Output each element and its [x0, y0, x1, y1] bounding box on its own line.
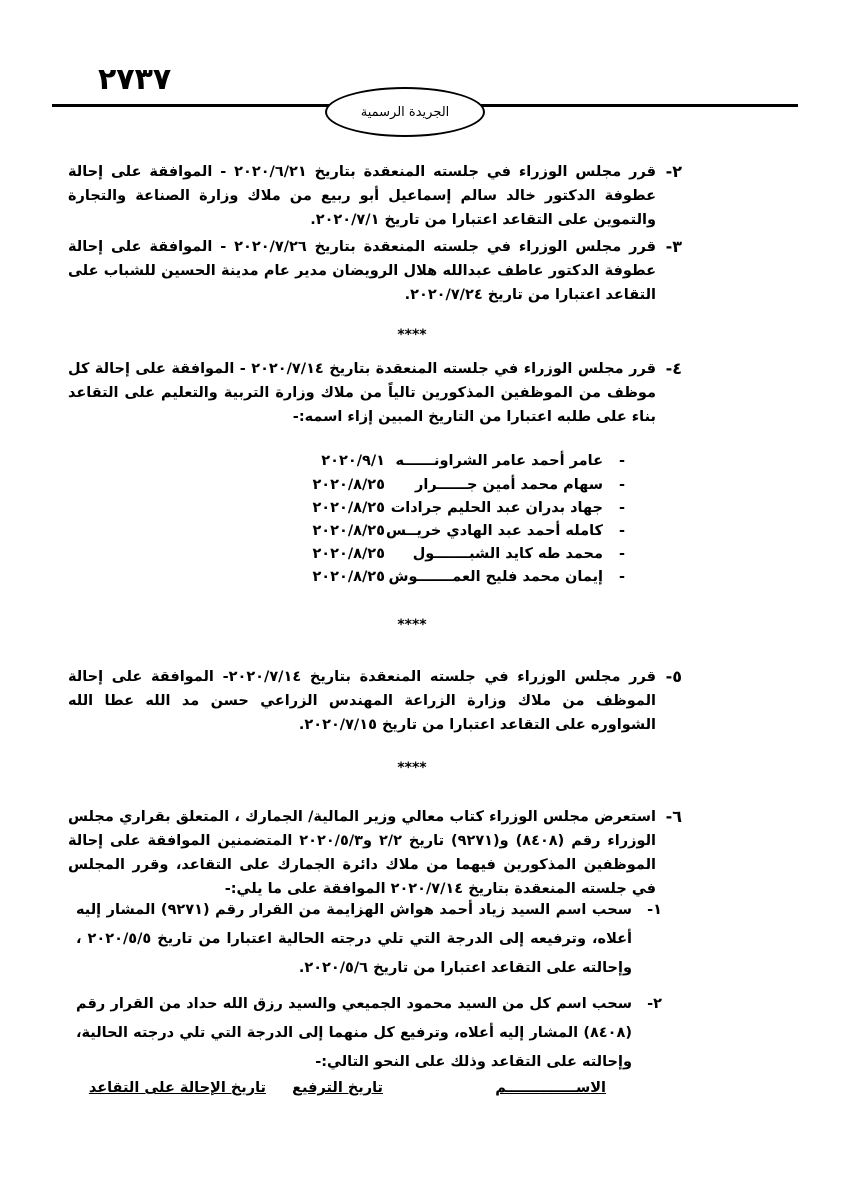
employee-row — [285, 546, 625, 568]
bullet-dash: - — [618, 546, 625, 562]
sub-item-text: سحب اسم كل من السيد محمود الجميعي والسيد رزق الله حداد من القرار رقم (٨٤٠٨) المشار إليه أعلاه، وترفيع كل منهما إلى الدرجة التي تلي درجته الحالية، وإحالته على التقاعد وذلك على النحو التالي:- — [76, 996, 632, 1070]
retirement-date: ٢٠٢٠/٨/٢٥ — [312, 523, 385, 539]
employee-name: عامر أحمد عامر الشراونــــــه — [395, 453, 603, 469]
retirement-date: ٢٠٢٠/٨/٢٥ — [312, 477, 385, 493]
separator-stars: **** — [397, 617, 427, 633]
item-text: قرر مجلس الوزراء في جلسته المنعقدة بتاريخ ٢٠٢٠/٧/١٤ - الموافقة على إحالة كل موظف من الموظفين المذكورين تالياً من ملاك وزارة التربية والتعليم على التقاعد بناء على طلبه اعتبارا من التاريخ المبين إزاء اسمه:- — [68, 361, 656, 425]
retirement-date: ٢٠٢٠/٨/٢٥ — [312, 546, 385, 562]
gazette-title-oval — [325, 87, 485, 137]
item-text: استعرض مجلس الوزراء كتاب معالي وزير المالية/ الجمارك ، المتعلق بقراري مجلس الوزراء رقم (٨٤٠٨) و(٩٢٧١) تاريخ ٢/٢ و٢٠٢٠/٥/٣ المتضمنين الموافقة على إحالة الموظفين المذكورين فيهما من ملاك دائرة الجمارك على التقاعد، وقرر المجلس في جلسته المنعقدة بتاريخ ٢٠٢٠/٧/١٤ الموافقة على ما يلي:- — [68, 809, 656, 897]
separator-stars: **** — [397, 327, 427, 343]
retirement-date: ٢٠٢٠/٩/١ — [321, 453, 385, 469]
item-number: ٣- — [665, 237, 682, 256]
sub-item-number: ١- — [647, 902, 662, 918]
column-header-promotion-date: تاريخ الترفيع — [292, 1080, 383, 1096]
page-number: ٢٧٣٧ — [98, 62, 172, 97]
sub-item-2 — [70, 990, 662, 1080]
employee-name: محمد طه كايد الشبـــــــول — [412, 546, 603, 562]
employee-row — [285, 477, 625, 499]
retirement-date: ٢٠٢٠/٨/٢٥ — [312, 569, 385, 585]
employee-row — [285, 453, 625, 475]
employee-name: سهام محمد أمين جــــــرار — [414, 477, 603, 493]
decision-item-2 — [42, 160, 682, 232]
employee-row — [285, 500, 625, 522]
item-number: ٢- — [665, 162, 682, 181]
item-number: ٦- — [665, 807, 682, 826]
retirement-date: ٢٠٢٠/٨/٢٥ — [312, 500, 385, 516]
sub-item-1 — [70, 896, 662, 986]
decision-item-3 — [42, 235, 682, 307]
bullet-dash: - — [618, 477, 625, 493]
item-text: قرر مجلس الوزراء في جلسته المنعقدة بتاريخ ٢٠٢٠/٧/٢٦ - الموافقة على إحالة عطوفة الدكتور عاطف عبدالله هلال الرويضان مدير عام مدينة الحسين للشباب على التقاعد اعتبارا من تاريخ ٢٠٢٠/٧/٢٤. — [68, 239, 656, 303]
employee-row — [285, 569, 625, 591]
bullet-dash: - — [618, 500, 625, 516]
gazette-title: الجريدة الرسمية — [360, 104, 450, 120]
employee-name: جهاد بدران عبد الحليم جرادات — [390, 500, 603, 516]
employee-name: كامله أحمد عبد الهادي خريــس — [386, 523, 603, 539]
item-text: قرر مجلس الوزراء في جلسته المنعقدة بتاريخ ٢٠٢٠/٧/١٤- الموافقة على إحالة الموظف من ملاك وزارة الزراعة المهندس الزراعي حسن مد الله عطا الله الشواوره على التقاعد اعتبارا من تاريخ ٢٠٢٠/٧/١٥. — [68, 669, 656, 733]
bullet-dash: - — [618, 523, 625, 539]
column-header-name: الاســــــــــــــم — [495, 1080, 606, 1096]
item-text: قرر مجلس الوزراء في جلسته المنعقدة بتاريخ ٢٠٢٠/٦/٢١ - الموافقة على إحالة عطوفة الدكتور خالد سالم إسماعيل أبو ربيع من ملاك وزارة الصناعة والتجارة والتموين على التقاعد اعتبارا من تاريخ ٢٠٢٠/٧/١. — [68, 164, 656, 228]
separator-stars: **** — [397, 760, 427, 776]
bullet-dash: - — [618, 569, 625, 585]
decision-item-5 — [42, 665, 682, 737]
sub-item-number: ٢- — [647, 996, 662, 1012]
sub-item-text: سحب اسم السيد زياد أحمد هواش الهزايمة من القرار رقم (٩٢٧١) المشار إليه أعلاه، وترفيعه إلى الدرجة التي تلي درجته الحالية اعتبارا من تاريخ ٢٠٢٠/٥/٥ ، وإحالته على التقاعد اعتبارا من تاريخ ٢٠٢٠/٥/٦. — [76, 902, 632, 976]
column-header-retirement-date: تاريخ الإحالة على التقاعد — [88, 1080, 266, 1096]
employee-name: إيمان محمد فليح العمـــــــوش — [388, 569, 603, 585]
employee-row — [285, 523, 625, 545]
decision-item-4 — [42, 357, 682, 429]
item-number: ٥- — [665, 667, 682, 686]
bullet-dash: - — [618, 453, 625, 469]
item-number: ٤- — [665, 359, 682, 378]
decision-item-6 — [42, 805, 682, 901]
